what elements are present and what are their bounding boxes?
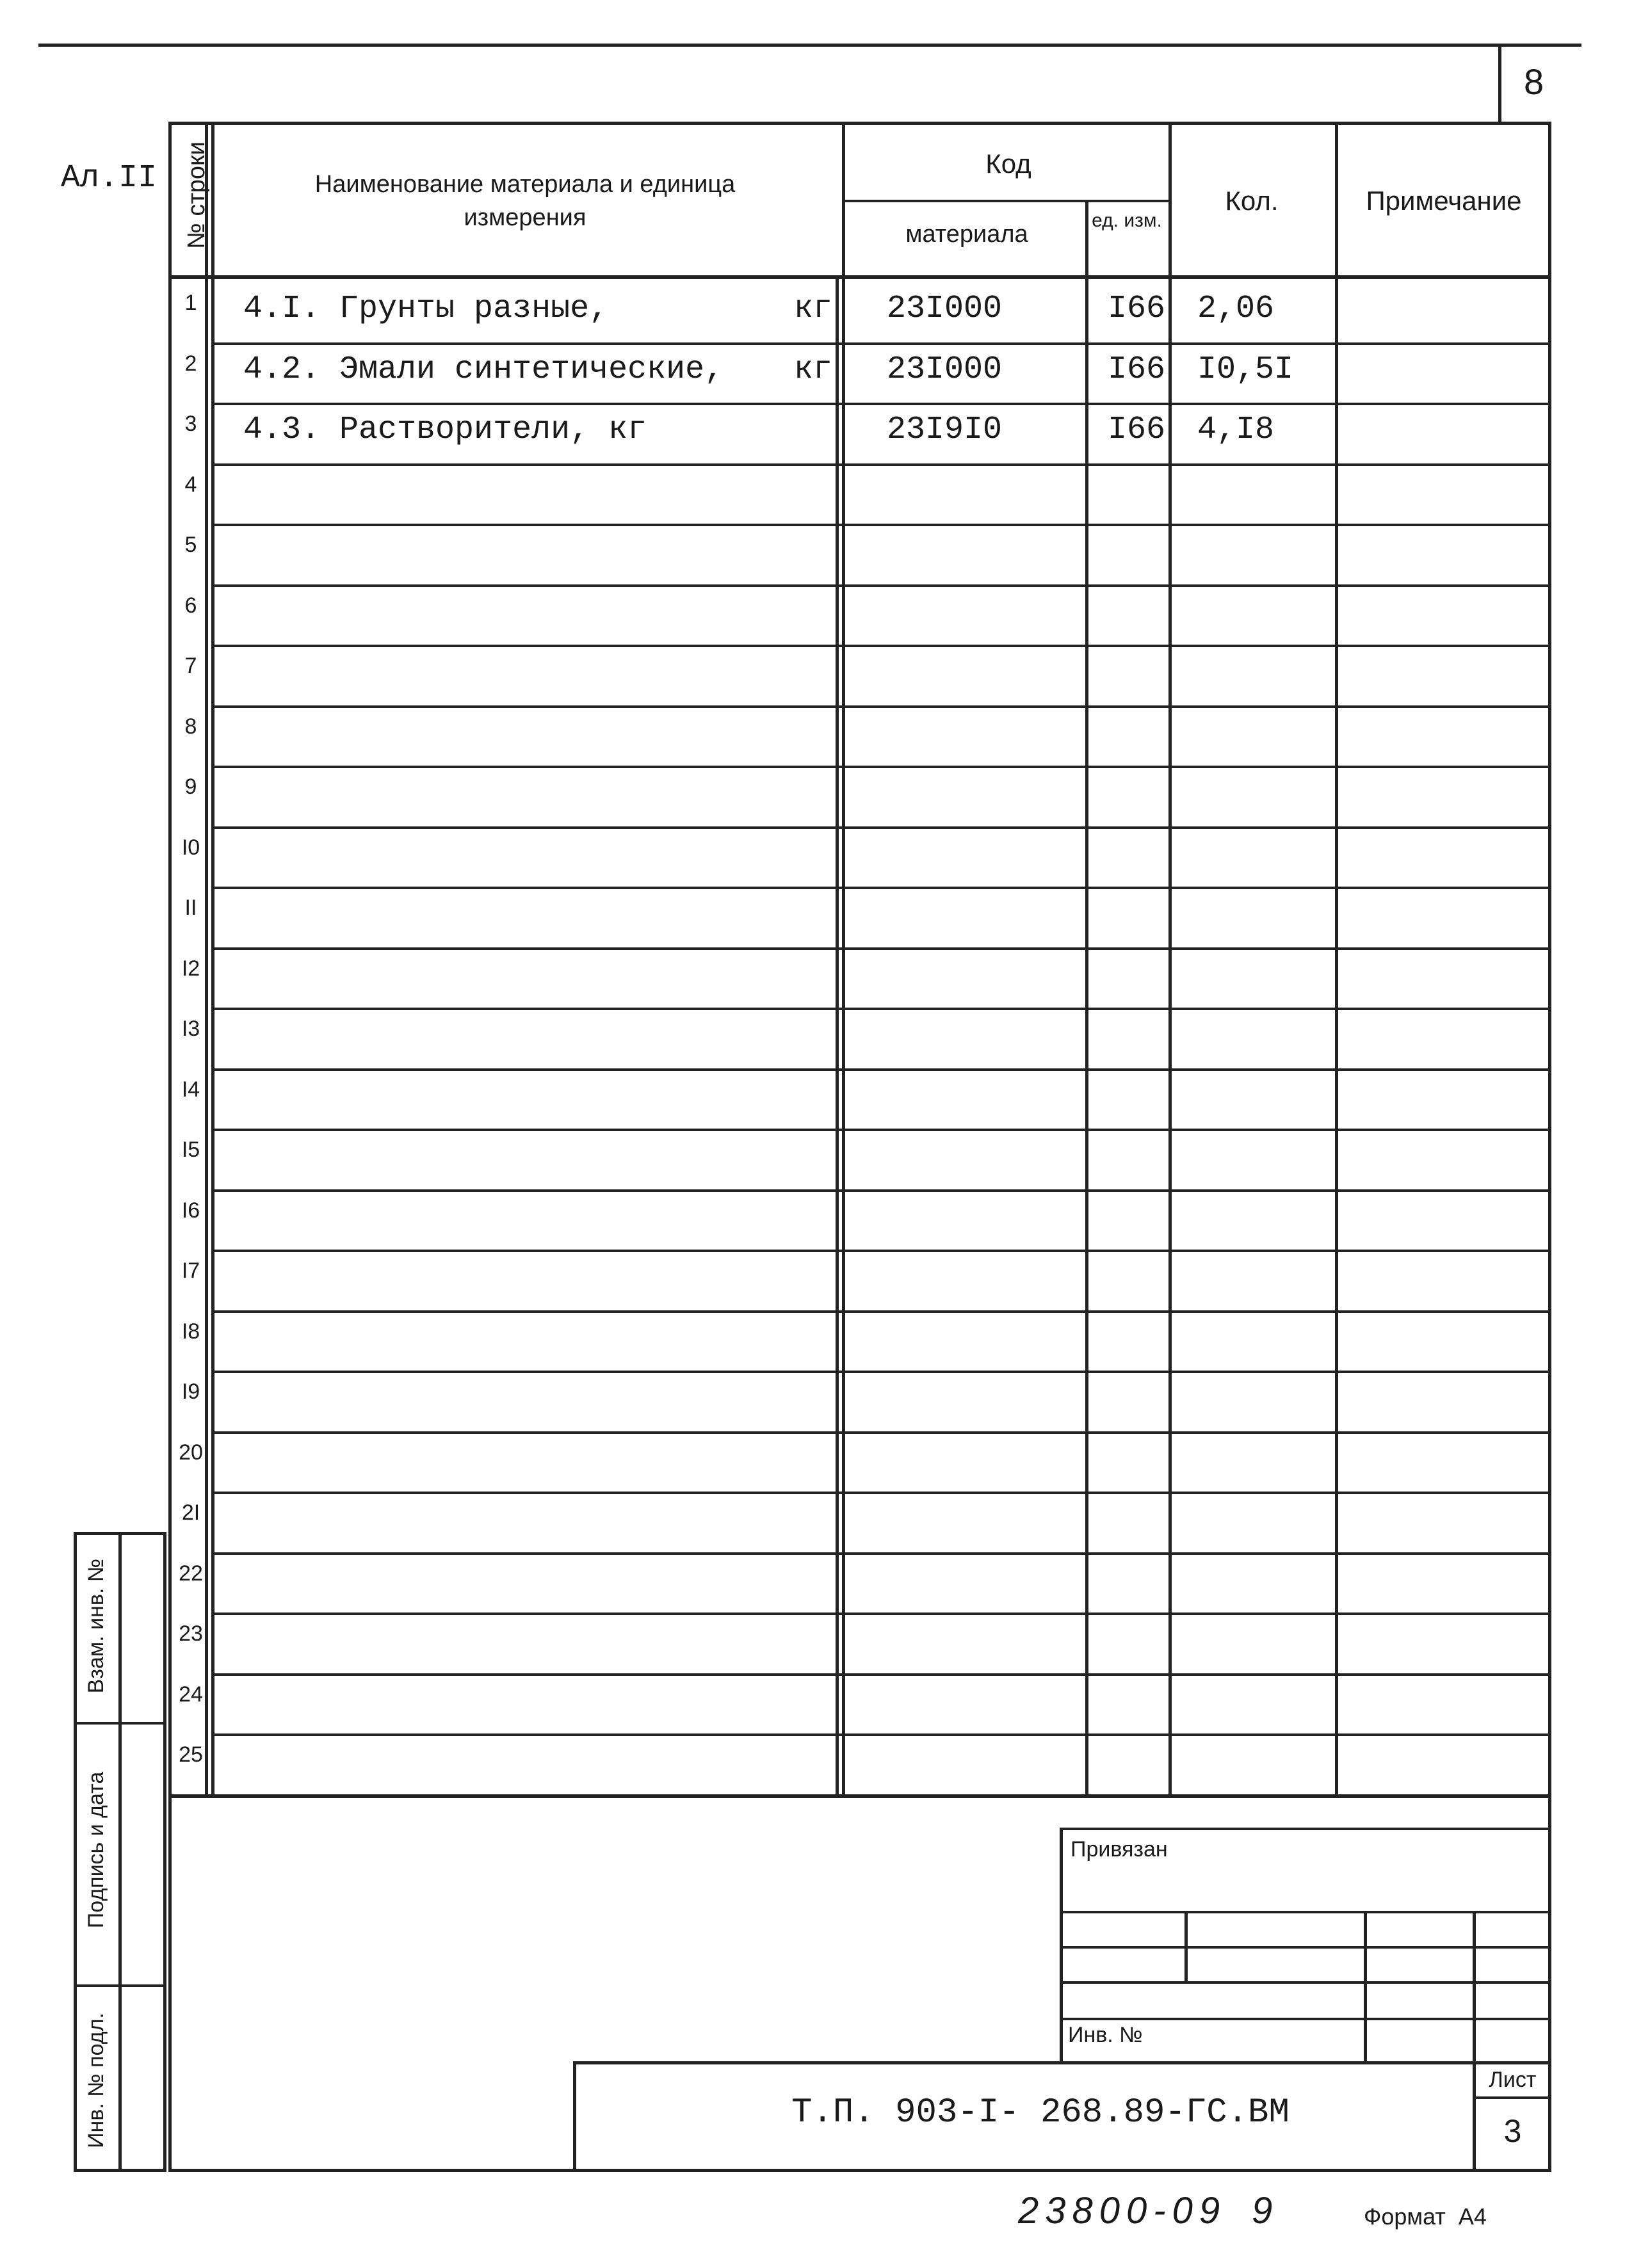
handwritten-code: 23800-09 [1018, 2190, 1227, 2232]
bound-v2 [1364, 1911, 1367, 2064]
unit-code: I66 [1107, 412, 1165, 448]
row-line [211, 1371, 1551, 1373]
header-name: Наименование материала и единица измерения [314, 171, 736, 231]
row-number: I8 [181, 1319, 200, 1344]
row-number: 5 [184, 533, 197, 557]
row-line [211, 463, 1551, 466]
row-number: 3 [184, 412, 197, 436]
format-label: Формат А4 [1364, 2203, 1487, 2230]
row-line [211, 1733, 1551, 1736]
row-number: 6 [184, 593, 197, 618]
side-stamp-vline [118, 1532, 122, 2172]
row-line [211, 1068, 1551, 1071]
row-line [211, 1492, 1551, 1494]
quantity: 4,I8 [1197, 412, 1275, 448]
row-number: I6 [181, 1198, 200, 1223]
row-line [211, 524, 1551, 526]
quantity: I0,5I [1197, 351, 1294, 388]
row-line [211, 1673, 1551, 1676]
row-number: II [184, 896, 197, 920]
col-line-2 [842, 122, 845, 1794]
unit-code: I66 [1107, 351, 1165, 388]
signature-date-label: Подпись и дата [84, 1771, 108, 1929]
sheet-value: 3 [1503, 2113, 1522, 2149]
header-code-material: материала [905, 221, 1028, 248]
col-line-2b [836, 275, 839, 1794]
top-rule [38, 44, 1581, 47]
material-name: 4.I. Грунты разные, [243, 291, 609, 327]
header-code-unit: ед. изм. [1092, 210, 1162, 231]
row-line [211, 403, 1551, 405]
bound-h4 [1060, 2018, 1549, 2020]
row-line [211, 826, 1551, 829]
material-name: 4.3. Растворители, кг [243, 412, 647, 448]
row-number: I9 [181, 1379, 200, 1404]
row-line [211, 584, 1551, 587]
bound-v3 [1473, 1911, 1476, 2064]
row-number: 20 [179, 1440, 203, 1465]
col-line-5 [1335, 122, 1338, 1794]
row-number: 22 [179, 1561, 203, 1586]
row-number: 7 [184, 654, 197, 678]
row-number: 2 [184, 351, 197, 376]
material-code: 23I000 [887, 291, 1003, 327]
row-line [211, 1552, 1551, 1555]
sheet-number-top: 8 [1524, 61, 1544, 102]
unit-code: I66 [1107, 291, 1165, 327]
handwritten-num: 9 [1252, 2190, 1273, 2232]
inv-original-label: Инв. № подл. [84, 2013, 108, 2148]
header-bottom-line [168, 275, 1551, 279]
row-line [211, 1310, 1551, 1313]
row-line [211, 1189, 1551, 1192]
row-number: I2 [181, 956, 200, 981]
inv-no-label: Инв. № [1068, 2023, 1143, 2047]
row-line [211, 1129, 1551, 1131]
row-number: 1 [184, 291, 197, 315]
bound-h3 [1060, 1981, 1549, 1984]
quantity: 2,06 [1197, 291, 1275, 327]
header-code: Код [985, 149, 1031, 179]
album-label: Ал.II [61, 160, 158, 197]
row-number: 24 [179, 1682, 203, 1707]
sheet-box-h [1473, 2096, 1549, 2099]
header-qty: Кол. [1225, 186, 1279, 216]
header-row-no: № строки [183, 141, 210, 249]
material-code: 23I000 [887, 351, 1003, 388]
bound-v1 [1184, 1911, 1188, 1982]
bound-label: Привязан [1071, 1837, 1168, 1862]
material-name: 4.2. Эмали синтетические, [243, 351, 724, 388]
row-line [211, 1431, 1551, 1434]
row-line [211, 645, 1551, 647]
col-line-1 [211, 122, 214, 1794]
row-number: I0 [181, 835, 200, 860]
unit-name: кг [793, 351, 832, 388]
row-number: 25 [179, 1742, 203, 1767]
row-line [211, 1008, 1551, 1010]
row-line [211, 947, 1551, 950]
document-code: Т.П. 903-I- 268.89-ГС.ВМ [791, 2093, 1289, 2132]
row-number: I4 [181, 1077, 200, 1102]
swap-inv-label: Взам. инв. № [84, 1558, 108, 1694]
row-line [211, 705, 1551, 708]
row-number: 8 [184, 714, 197, 739]
row-line [211, 766, 1551, 768]
material-code: 23I9I0 [887, 412, 1003, 448]
row-number: 4 [184, 472, 197, 497]
unit-name: кг [793, 291, 832, 327]
row-line [211, 887, 1551, 889]
row-number: 2I [181, 1500, 200, 1525]
bound-h2 [1060, 1946, 1549, 1949]
row-line [211, 1250, 1551, 1252]
row-number: 23 [179, 1621, 203, 1646]
row-line [211, 1613, 1551, 1615]
bound-h1 [1060, 1911, 1549, 1913]
row-line [211, 342, 1551, 345]
header-note: Примечание [1366, 186, 1522, 216]
header-mid-line [842, 200, 1168, 202]
row-number: I3 [181, 1017, 200, 1041]
sheet-label: Лист [1489, 2068, 1537, 2092]
row-number: I7 [181, 1259, 200, 1283]
row-number: 9 [184, 775, 197, 799]
sheet-number-divider [1498, 45, 1501, 122]
table-bottom-line [168, 1794, 1551, 1798]
row-number: I5 [181, 1138, 200, 1162]
col-line-4 [1168, 122, 1172, 1794]
